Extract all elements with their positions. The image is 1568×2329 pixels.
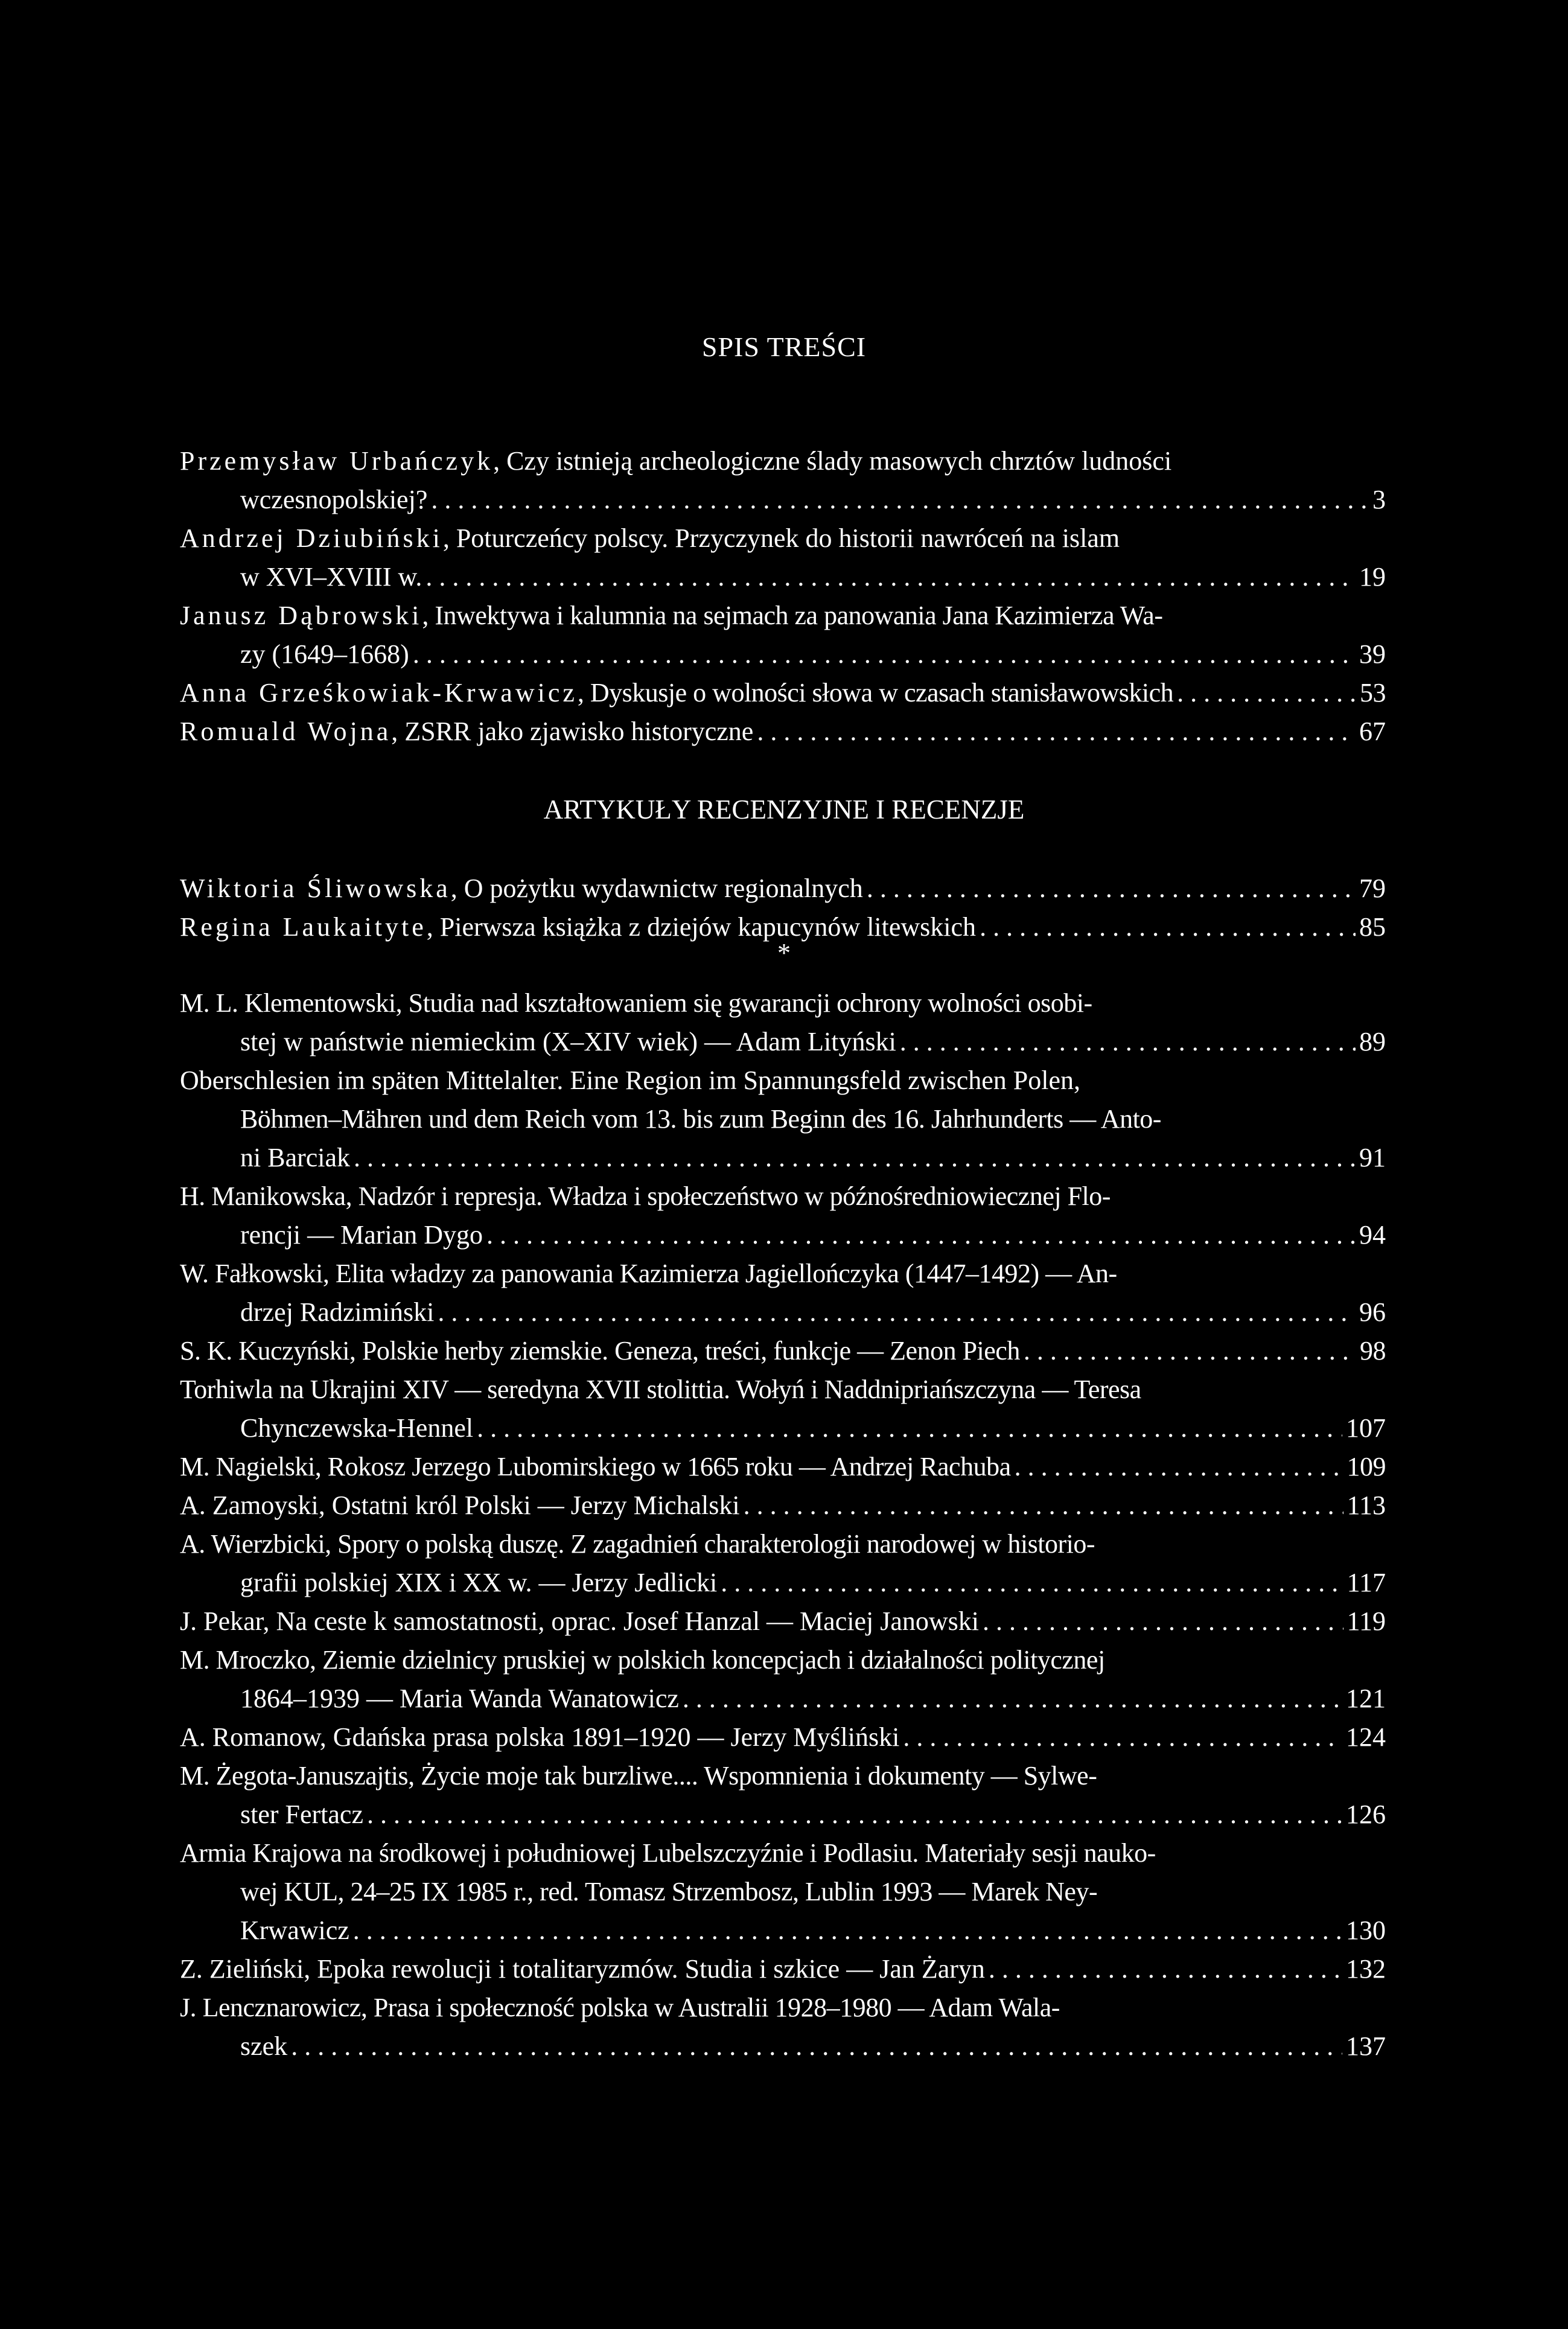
page-number: 85 [1359,912,1386,942]
author-name: Romuald Wojna [180,717,392,746]
page-number: 98 [1360,1336,1386,1366]
dot-leader [683,1679,1342,1718]
dot-leader [1177,674,1356,712]
dot-leader [291,2027,1342,2066]
toc-entry-line: A. Zamoyski, Ostatni król Polski — Jerzy Michalski . . . 113 [180,1486,1386,1525]
page-number: 130 [1346,1915,1386,1945]
dot-leader [367,1795,1342,1834]
dot-leader [431,481,1369,519]
page-number: 126 [1346,1800,1386,1829]
toc-entry-line: 1864–1939 — Maria Wanda Wanatowicz . . . 121 [240,1679,1386,1718]
page-number: 3 [1372,485,1386,514]
toc-entry-line: Chynczewska-Hennel . . . 107 [240,1409,1386,1448]
dot-leader [354,1139,1356,1177]
dot-leader [425,558,1356,596]
toc-entry-line: wczesnopolskiej? . . . 3 [240,481,1386,519]
section-heading: ARTYKUŁY RECENZYJNE I RECENZJE [543,794,1025,825]
toc-entry-line: grafii polskiej XIX i XX w. — Jerzy Jedlicki . . . 117 [240,1564,1386,1602]
author-name: Anna Grześkowiak-Krwawicz [180,678,578,708]
toc-entry-line: Torhiwla na Ukrajini XIV — seredyna XVII stolittia. Wołyń i Naddnipriańszczyna — Teresa [180,1375,1141,1404]
toc-entry-line: Wiktoria Śliwowska, O pożytku wydawnictw regionalnych . . . 79 [180,869,1386,908]
dot-leader [721,1564,1343,1602]
dot-leader [1024,1332,1356,1370]
toc-entry-line: H. Manikowska, Nadzór i represja. Władza i społeczeństwo w późnośredniowiecznej Flo- [180,1181,1111,1211]
author-name: Regina Laukaityte [180,912,427,942]
toc-entry-line: zy (1649–1668) . . . 39 [240,635,1386,674]
toc-entry-line: W. Fałkowski, Elita władzy za panowania Kazimierza Jagiellończyka (1447–1492) — An- [180,1259,1117,1288]
dot-leader [744,1486,1343,1525]
dot-leader [353,1911,1342,1950]
toc-entry-line: A. Romanow, Gdańska prasa polska 1891–1920 — Jerzy Myśliński . . . 124 [180,1718,1386,1757]
toc-entry-line: ni Barciak . . . 91 [240,1139,1386,1177]
page-number: 67 [1359,717,1386,746]
toc-entry-line: S. K. Kuczyński, Polskie herby ziemskie. Geneza, treści, funkcje — Zenon Piech . . . 98 [180,1332,1386,1370]
page-number: 132 [1346,1954,1386,1984]
toc-entry-line: Regina Laukaityte, Pierwsza książka z dziejów kapucynów litewskich . . . 85 [180,908,1386,947]
page-number: 91 [1359,1143,1386,1172]
toc-entry-line: J. Pekar, Na ceste k samostatnosti, oprac. Josef Hanzal — Maciej Janowski . . . 119 [180,1602,1386,1641]
toc-entry-line: Przemysław Urbańczyk, Czy istnieją archeologiczne ślady masowych chrztów ludności [180,446,1172,476]
dot-leader [983,1602,1343,1641]
dot-leader [438,1293,1356,1332]
page-number: 124 [1346,1722,1386,1752]
toc-entry-line: Armia Krajowa na środkowej i południowej Lubelszczyźnie i Podlasiu. Materiały sesji nauko- [180,1838,1156,1868]
dot-leader [903,1718,1342,1757]
toc-entry-line: stej w państwie niemieckim (X–XIV wiek) — Adam Lityński . . . 89 [240,1023,1386,1061]
toc-entry-line: Romuald Wojna, ZSRR jako zjawisko historyczne . . . 67 [180,712,1386,751]
toc-entry-line: wej KUL, 24–25 IX 1985 r., red. Tomasz Strzembosz, Lublin 1993 — Marek Ney- [240,1877,1098,1906]
toc-entry-line: M. L. Klementowski, Studia nad kształtowaniem się gwarancji ochrony wolności osobi- [180,988,1092,1018]
toc-entry-line: M. Nagielski, Rokosz Jerzego Lubomirskiego w 1665 roku — Andrzej Rachuba . . . 109 [180,1448,1386,1486]
page-title: SPIS TREŚCI [701,331,867,362]
toc-entry-line: Oberschlesien im späten Mittelalter. Eine Region im Spannungsfeld zwischen Polen, [180,1065,1081,1095]
dot-leader [413,635,1356,674]
separator-asterisk: * [777,938,791,968]
page-number: 19 [1359,562,1386,592]
page-number: 113 [1347,1490,1386,1520]
toc-entry-line: Janusz Dąbrowski, Inwektywa i kalumnia na sejmach za panowania Jana Kazimierza Wa- [180,601,1163,630]
page-number: 89 [1359,1027,1386,1056]
page-number: 117 [1347,1568,1386,1597]
page-number: 79 [1359,874,1386,903]
dot-leader [867,869,1356,908]
dot-leader [989,1950,1342,1989]
page-number: 121 [1346,1684,1386,1713]
dot-leader [757,712,1356,751]
toc-entry-line: M. Mroczko, Ziemie dzielnicy pruskiej w polskich koncepcjach i działalności politycznej [180,1645,1105,1675]
page-number: 94 [1359,1220,1386,1250]
toc-entry-line: Andrzej Dziubiński, Poturczeńcy polscy. Przyczynek do historii nawróceń na islam [180,523,1120,553]
toc-entry-line: w XVI–XVIII w. . . . 19 [240,558,1386,596]
dot-leader [486,1216,1356,1254]
toc-entry-line: rencji — Marian Dygo . . . 94 [240,1216,1386,1254]
toc-entry-line: drzej Radzimiński . . . 96 [240,1293,1386,1332]
toc-entry-line: Z. Zieliński, Epoka rewolucji i totalitaryzmów. Studia i szkice — Jan Żaryn . . . 132 [180,1950,1386,1989]
dot-leader [477,1409,1342,1448]
page-number: 39 [1359,639,1386,669]
author-name: Przemysław Urbańczyk [180,446,494,476]
dot-leader [1015,1448,1343,1486]
author-name: Janusz Dąbrowski [180,601,422,630]
toc-entry-line: M. Żegota-Januszajtis, Życie moje tak burzliwe.... Wspomnienia i dokumenty — Sylwe- [180,1761,1097,1791]
page-number: 96 [1359,1297,1386,1327]
toc-entry-line: Böhmen–Mähren und dem Reich vom 13. bis zum Beginn des 16. Jahrhunderts — Anto- [240,1104,1161,1134]
toc-entry-line: A. Wierzbicki, Spory o polską duszę. Z zagadnień charakterologii narodowej w historio- [180,1529,1095,1559]
page-number: 109 [1347,1452,1386,1481]
page-number: 107 [1346,1413,1386,1443]
toc-entry-line: J. Lencznarowicz, Prasa i społeczność polska w Australii 1928–1980 — Adam Wala- [180,1993,1060,2022]
toc-entry-line: Anna Grześkowiak-Krwawicz, Dyskusje o wolności słowa w czasach stanisławowskich . . . 53 [180,674,1386,712]
toc-entry-line: szek . . . 137 [240,2027,1386,2066]
toc-entry-line: ster Fertacz . . . 126 [240,1795,1386,1834]
page-number: 53 [1360,678,1386,708]
dot-leader [900,1023,1356,1061]
page-number: 137 [1346,2031,1386,2061]
toc-entry-line: Krwawicz . . . 130 [240,1911,1386,1950]
page-number: 119 [1347,1606,1386,1636]
author-name: Andrzej Dziubiński [180,523,443,553]
author-name: Wiktoria Śliwowska [180,874,451,903]
